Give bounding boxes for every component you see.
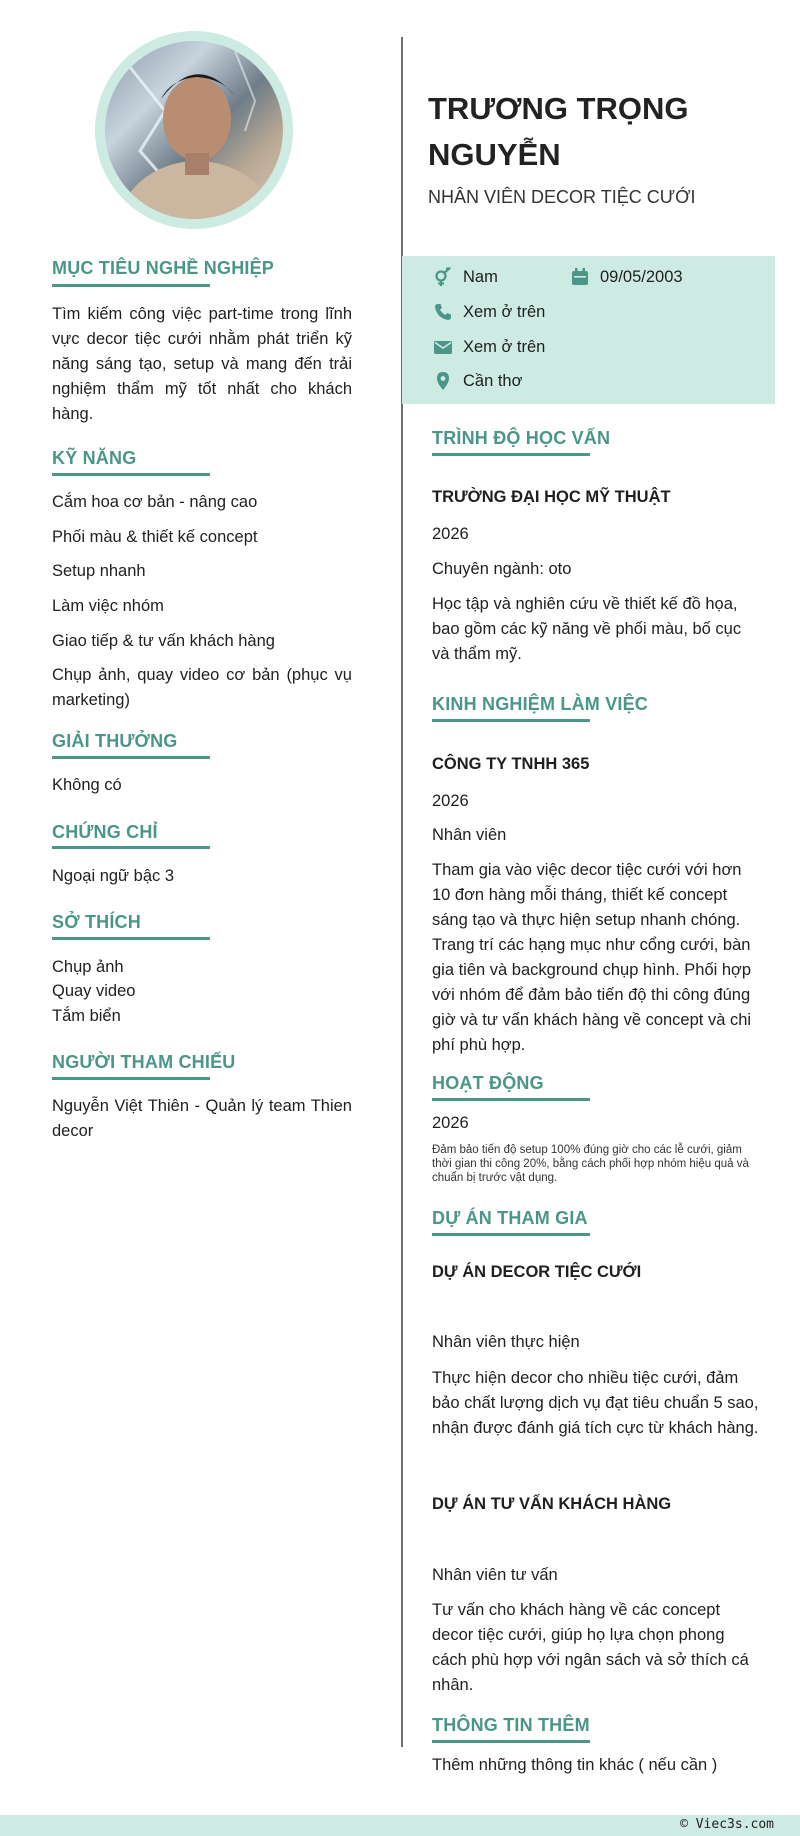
projects-underline xyxy=(432,1233,590,1236)
project-name: DỰ ÁN TƯ VẤN KHÁCH HÀNG xyxy=(432,1495,672,1513)
additional-title: THÔNG TIN THÊM xyxy=(432,1715,590,1735)
avatar-photo xyxy=(105,41,283,219)
phone-icon xyxy=(433,302,453,322)
skill-item: Làm việc nhóm xyxy=(52,597,164,615)
hobby-item: Chụp ảnh xyxy=(52,958,124,976)
project-desc: Tư vấn cho khách hàng về các concept decor tiệc cưới, giúp họ lựa chọn phong cách phù hợp với ngân sách và sở thích cá nhân. xyxy=(432,1601,749,1694)
experience-year: 2026 xyxy=(432,792,469,810)
footer-credit: © Viec3s.com xyxy=(680,1817,774,1832)
awards-text: Không có xyxy=(52,776,122,794)
contact-email xyxy=(433,337,545,357)
contact-phone xyxy=(433,302,545,322)
references-title: NGƯỜI THAM CHIẾU xyxy=(52,1052,236,1072)
certificates-text: Ngoại ngữ bậc 3 xyxy=(52,867,175,885)
activities-desc: Đảm bảo tiến độ setup 100% đúng giờ cho các lễ cưới, giảm thời gian thi công 20%, bằng cách phối hợp nhóm hiệu quả và chuẩn bị trước vật dụng. xyxy=(432,1144,749,1184)
skill-item: Giao tiếp & tư vấn khách hàng xyxy=(52,632,275,650)
birthday-value: 09/05/2003 xyxy=(600,267,683,286)
skills-underline xyxy=(52,473,210,476)
skill-item: Setup nhanh xyxy=(52,562,146,580)
experience-underline xyxy=(432,719,590,722)
hobby-item: Quay video xyxy=(52,982,136,1000)
additional-text: Thêm những thông tin khác ( nếu cần ) xyxy=(432,1756,718,1774)
additional-underline xyxy=(432,1740,590,1743)
email-value: Xem ở trên xyxy=(463,337,546,356)
project-desc: Thực hiện decor cho nhiều tiệc cưới, đảm bảo chất lượng dịch vụ đạt tiêu chuẩn 5 sao, nhận được đánh giá tích cực từ khách hàng. xyxy=(432,1369,759,1437)
projects-title: DỰ ÁN THAM GIA xyxy=(432,1208,588,1228)
certificates-title: CHỨNG CHỈ xyxy=(52,822,158,842)
gender-value: Nam xyxy=(463,267,498,286)
project-role: Nhân viên thực hiện xyxy=(432,1333,580,1351)
activities-title: HOẠT ĐỘNG xyxy=(432,1073,544,1093)
hobbies-title: SỞ THÍCH xyxy=(52,912,141,932)
contact-birthday xyxy=(570,267,683,287)
contact-gender xyxy=(433,267,498,287)
education-underline xyxy=(432,453,590,456)
objective-title: MỤC TIÊU NGHỀ NGHIỆP xyxy=(52,258,275,278)
awards-title: GIẢI THƯỞNG xyxy=(52,731,178,751)
education-school: TRƯỜNG ĐẠI HỌC MỸ THUẬT xyxy=(432,488,671,506)
avatar-frame xyxy=(95,31,293,229)
location-pin-icon xyxy=(433,371,453,391)
education-title: TRÌNH ĐỘ HỌC VẤN xyxy=(432,428,611,448)
references-text: Nguyễn Việt Thiên - Quản lý team Thien decor xyxy=(52,1097,352,1140)
project-name: DỰ ÁN DECOR TIỆC CƯỚI xyxy=(432,1263,642,1281)
education-major: Chuyên ngành: oto xyxy=(432,560,572,578)
skill-item: Cắm hoa cơ bản - nâng cao xyxy=(52,493,258,511)
activities-underline xyxy=(432,1098,590,1101)
job-title: NHÂN VIÊN DECOR TIỆC CƯỚI xyxy=(428,187,696,207)
experience-title: KINH NGHIỆM LÀM VIỆC xyxy=(432,694,649,714)
objective-underline xyxy=(52,284,210,287)
objective-text: Tìm kiếm công việc part-time trong lĩnh vực decor tiệc cưới nhằm phát triển kỹ năng sáng tạo, setup và mang đến trải nghiệm thẩm mỹ tốt nhất cho khách hàng. xyxy=(52,305,352,423)
candidate-name: TRƯƠNG TRỌNG NGUYỄN xyxy=(428,91,689,172)
experience-position: Nhân viên xyxy=(432,826,507,844)
gender-icon xyxy=(433,267,453,287)
contact-address xyxy=(433,371,522,391)
education-year: 2026 xyxy=(432,525,469,543)
address-value: Cần thơ xyxy=(463,371,523,390)
hobby-item: Tắm biển xyxy=(52,1007,121,1025)
experience-company: CÔNG TY TNHH 365 xyxy=(432,755,590,773)
skill-item: Chụp ảnh, quay video cơ bản (phục vụ marketing) xyxy=(52,666,352,709)
activities-year: 2026 xyxy=(432,1114,469,1132)
project-role: Nhân viên tư vấn xyxy=(432,1566,558,1584)
avatar xyxy=(105,41,283,219)
references-underline xyxy=(52,1077,210,1080)
certificates-underline xyxy=(52,846,210,849)
calendar-icon xyxy=(570,267,590,287)
hobbies-underline xyxy=(52,937,210,940)
experience-desc: Tham gia vào việc decor tiệc cưới với hơn 10 đơn hàng mỗi tháng, thiết kế concept sáng tạo và thực hiện setup nhanh chóng. Trang trí các hạng mục như cổng cưới, bàn gia tiên và background chụp hình. Phối hợp với nhóm để đảm bảo tiến độ thi công đúng giờ và tư vấn khách hàng về concept và chi phí phù hợp. xyxy=(432,861,752,1054)
awards-underline xyxy=(52,756,210,759)
skill-item: Phối màu & thiết kế concept xyxy=(52,528,258,546)
education-desc: Học tập và nghiên cứu về thiết kế đồ họa, bao gồm các kỹ năng về phối màu, bố cục và thẩm mỹ. xyxy=(432,595,742,663)
phone-value: Xem ở trên xyxy=(463,302,546,321)
skills-title: KỸ NĂNG xyxy=(52,448,137,468)
footer-bar xyxy=(0,1815,800,1836)
email-icon xyxy=(433,337,453,357)
